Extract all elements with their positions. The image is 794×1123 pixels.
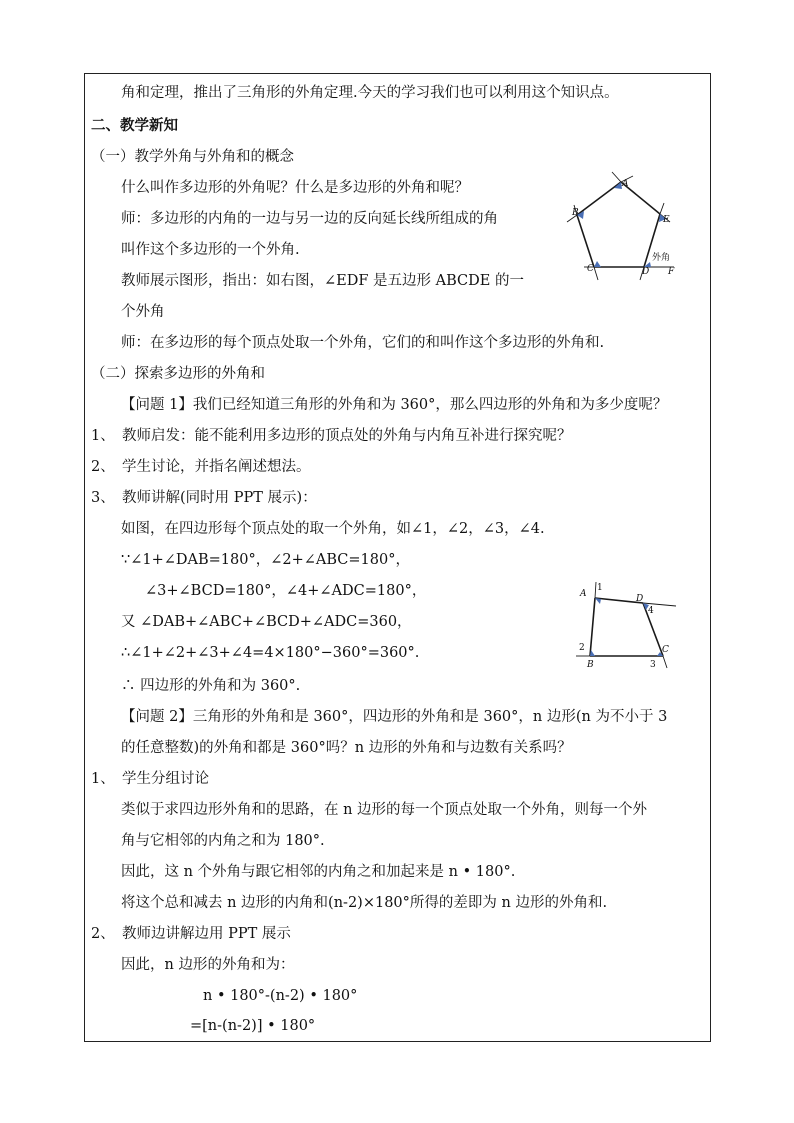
angle-label-2: 2 bbox=[579, 643, 585, 653]
text-line: 角和定理，推出了三角形的外角定理.今天的学习我们也可以利用这个知识点。 bbox=[121, 85, 619, 101]
text-line: 叫作这个多边形的一个外角. bbox=[121, 242, 300, 258]
angle-label-3: 3 bbox=[650, 660, 656, 670]
section-heading: 二、教学新知 bbox=[91, 117, 178, 134]
quadrilateral-figure bbox=[570, 576, 690, 672]
text-line: 个外角 bbox=[121, 304, 165, 320]
text-line: 角与它相邻的内角之和为 180°. bbox=[121, 833, 325, 849]
label-F: F bbox=[668, 267, 675, 277]
text-line: 将这个总和减去 n 边形的内角和(n-2)×180°所得的差即为 n 边形的外角和. bbox=[121, 895, 608, 911]
subsection-heading: （二）探索多边形的外角和 bbox=[91, 366, 265, 382]
pentagon-figure bbox=[562, 170, 687, 290]
formula-line: n • 180°-(n-2) • 180° bbox=[203, 988, 358, 1004]
math-line: ∴ 四边形的外角和为 360°. bbox=[121, 678, 301, 694]
math-line: ∵∠1+∠DAB=180°，∠2+∠ABC=180°， bbox=[121, 552, 410, 568]
label-B: B bbox=[587, 660, 594, 670]
label-A: A bbox=[580, 589, 587, 599]
label-exterior-angle: 外角 bbox=[652, 253, 671, 263]
text-line: 因此，这 n 个外角与跟它相邻的内角之和加起来是 n • 180°. bbox=[121, 864, 516, 880]
text-line: 类似于求四边形外角和的思路，在 n 边形的每一个顶点处取一个外角，则每一个外 bbox=[121, 802, 648, 818]
subsection-heading: （一）教学外角与外角和的概念 bbox=[91, 149, 294, 165]
question-line: 【问题 1】我们已经知道三角形的外角和为 360°，那么四边形的外角和为多少度呢？ bbox=[121, 397, 668, 413]
text-line: 因此，n 边形的外角和为： bbox=[121, 957, 295, 973]
text-line: 如图，在四边形每个顶点处的取一个外角，如∠1，∠2，∠3，∠4. bbox=[121, 521, 545, 537]
label-E: E bbox=[663, 215, 670, 225]
list-item: 3、 教师讲解(同时用 PPT 展示)： bbox=[91, 490, 317, 506]
text-line: 的任意整数)的外角和都是 360°吗？n 边形的外角和与边数有关系吗？ bbox=[121, 740, 572, 756]
angle-label-4: 4 bbox=[648, 606, 654, 616]
question-line: 【问题 2】三角形的外角和是 360°，四边形的外角和是 360°，n 边形(n 为不小于 3 bbox=[121, 709, 668, 725]
text-line: 师：多边形的内角的一边与另一边的反向延长线所组成的角 bbox=[121, 211, 498, 227]
label-C: C bbox=[587, 264, 594, 274]
text-line: 教师展示图形，指出：如右图，∠EDF 是五边形 ABCDE 的一 bbox=[121, 273, 524, 289]
formula-line: =[n-(n-2)] • 180° bbox=[190, 1018, 316, 1034]
label-D: D bbox=[642, 267, 650, 277]
text-line: 师：在多边形的每个顶点处取一个外角，它们的和叫作这个多边形的外角和. bbox=[121, 335, 605, 351]
label-D: D bbox=[636, 594, 644, 604]
label-B: B bbox=[572, 208, 579, 218]
math-line: ∴∠1+∠2+∠3+∠4=4×180°−360°=360°. bbox=[121, 645, 420, 661]
list-item: 2、 教师边讲解边用 PPT 展示 bbox=[91, 926, 291, 942]
math-line: ∠3+∠BCD=180°，∠4+∠ADC=180°， bbox=[145, 583, 427, 599]
list-item: 1、 教师启发：能不能利用多边形的顶点处的外角与内角互补进行探究呢？ bbox=[91, 428, 572, 444]
angle-label-1: 1 bbox=[597, 583, 603, 593]
label-A: A bbox=[622, 179, 629, 189]
text-line: 什么叫作多边形的外角呢？什么是多边形的外角和呢？ bbox=[121, 180, 469, 196]
math-line: 又 ∠DAB+∠ABC+∠BCD+∠ADC=360， bbox=[121, 614, 412, 630]
list-item: 1、 学生分组讨论 bbox=[91, 771, 209, 787]
list-item: 2、 学生讨论，并指名阐述想法。 bbox=[91, 459, 311, 475]
label-C: C bbox=[662, 645, 669, 655]
